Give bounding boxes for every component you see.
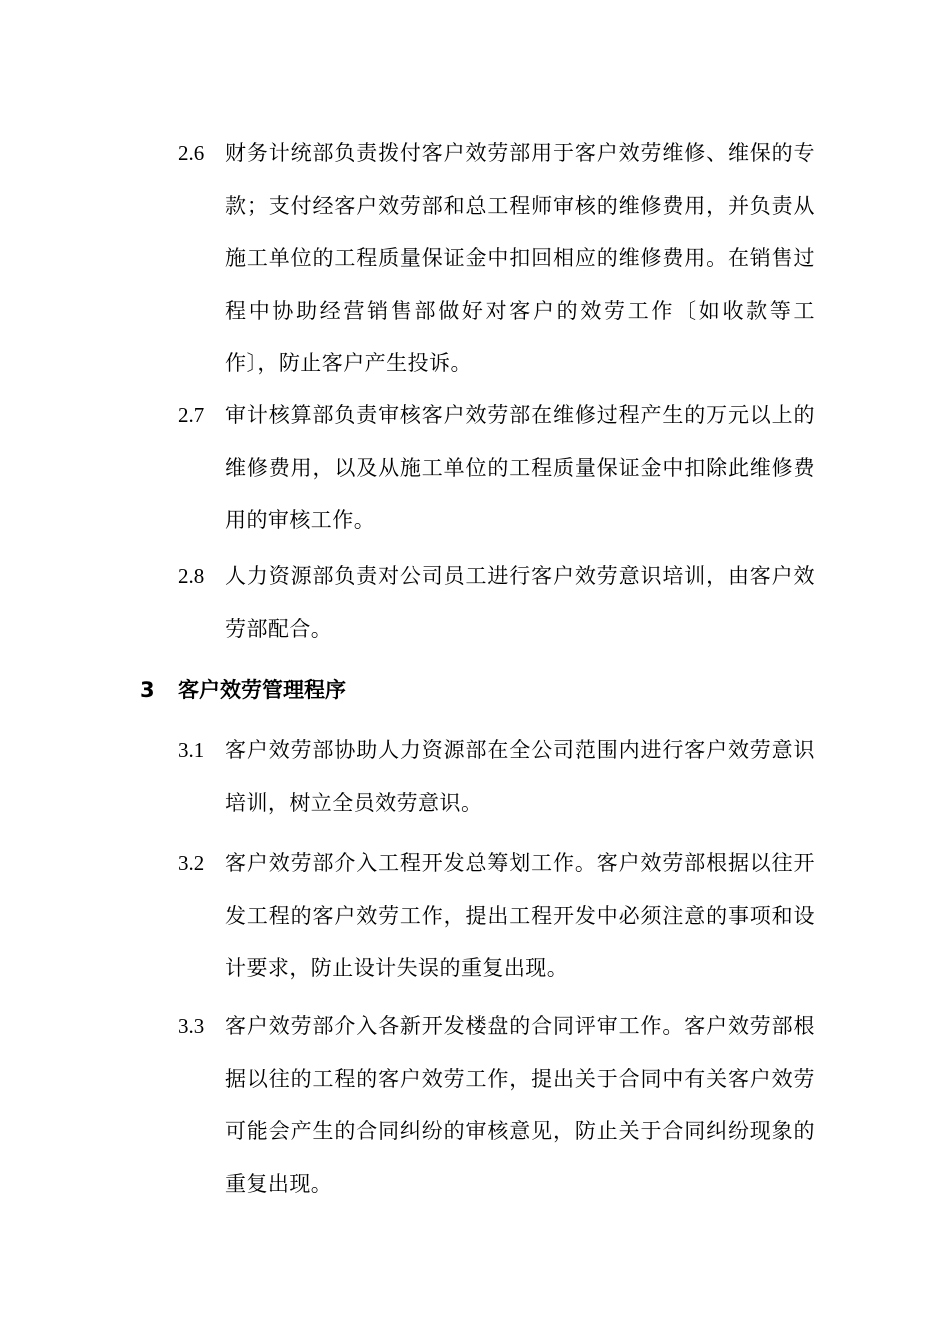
section-number: 2.6 <box>178 141 205 165</box>
section-text: 客户效劳部协助人力资源部在全公司范围内进行客户效劳意识培训，树立全员效劳意识。 <box>225 738 815 815</box>
section-number: 3.1 <box>178 738 205 762</box>
section-text: 财务计统部负责拨付客户效劳部用于客户效劳维修、维保的专款；支付经客户效劳部和总工程师审核的维修费用，并负责从施工单位的工程质量保证金中扣回相应的维修费用。在销售过程中协助经营销售部做好对客户的效劳工作〔如收款等工作〕，防止客户产生投诉。 <box>225 141 815 375</box>
section-number: 2.7 <box>178 403 205 427</box>
section-text: 客户效劳部介入各新开发楼盘的合同评审工作。客户效劳部根据以往的工程的客户效劳工作，提出关于合同中有关客户效劳可能会产生的合同纠纷的审核意见，防止关于合同纠纷现象的重复出现。 <box>225 1014 815 1196</box>
section-number: 2.8 <box>178 564 205 588</box>
heading-number: 3 <box>140 678 155 702</box>
section-heading-3 <box>140 664 346 716</box>
section-text: 人力资源部负责对公司员工进行客户效劳意识培训，由客户效劳部配合。 <box>225 564 815 641</box>
section-text: 审计核算部负责审核客户效劳部在维修过程产生的万元以上的维修费用，以及从施工单位的工程质量保证金中扣除此维修费用的审核工作。 <box>225 403 815 532</box>
section-number: 3.3 <box>178 1014 205 1038</box>
section-number: 3.2 <box>178 851 205 875</box>
section-text: 客户效劳部介入工程开发总筹划工作。客户效劳部根据以往开发工程的客户效劳工作，提出工程开发中必须注意的事项和设计要求，防止设计失误的重复出现。 <box>225 851 815 980</box>
heading-title: 客户效劳管理程序 <box>178 678 346 702</box>
